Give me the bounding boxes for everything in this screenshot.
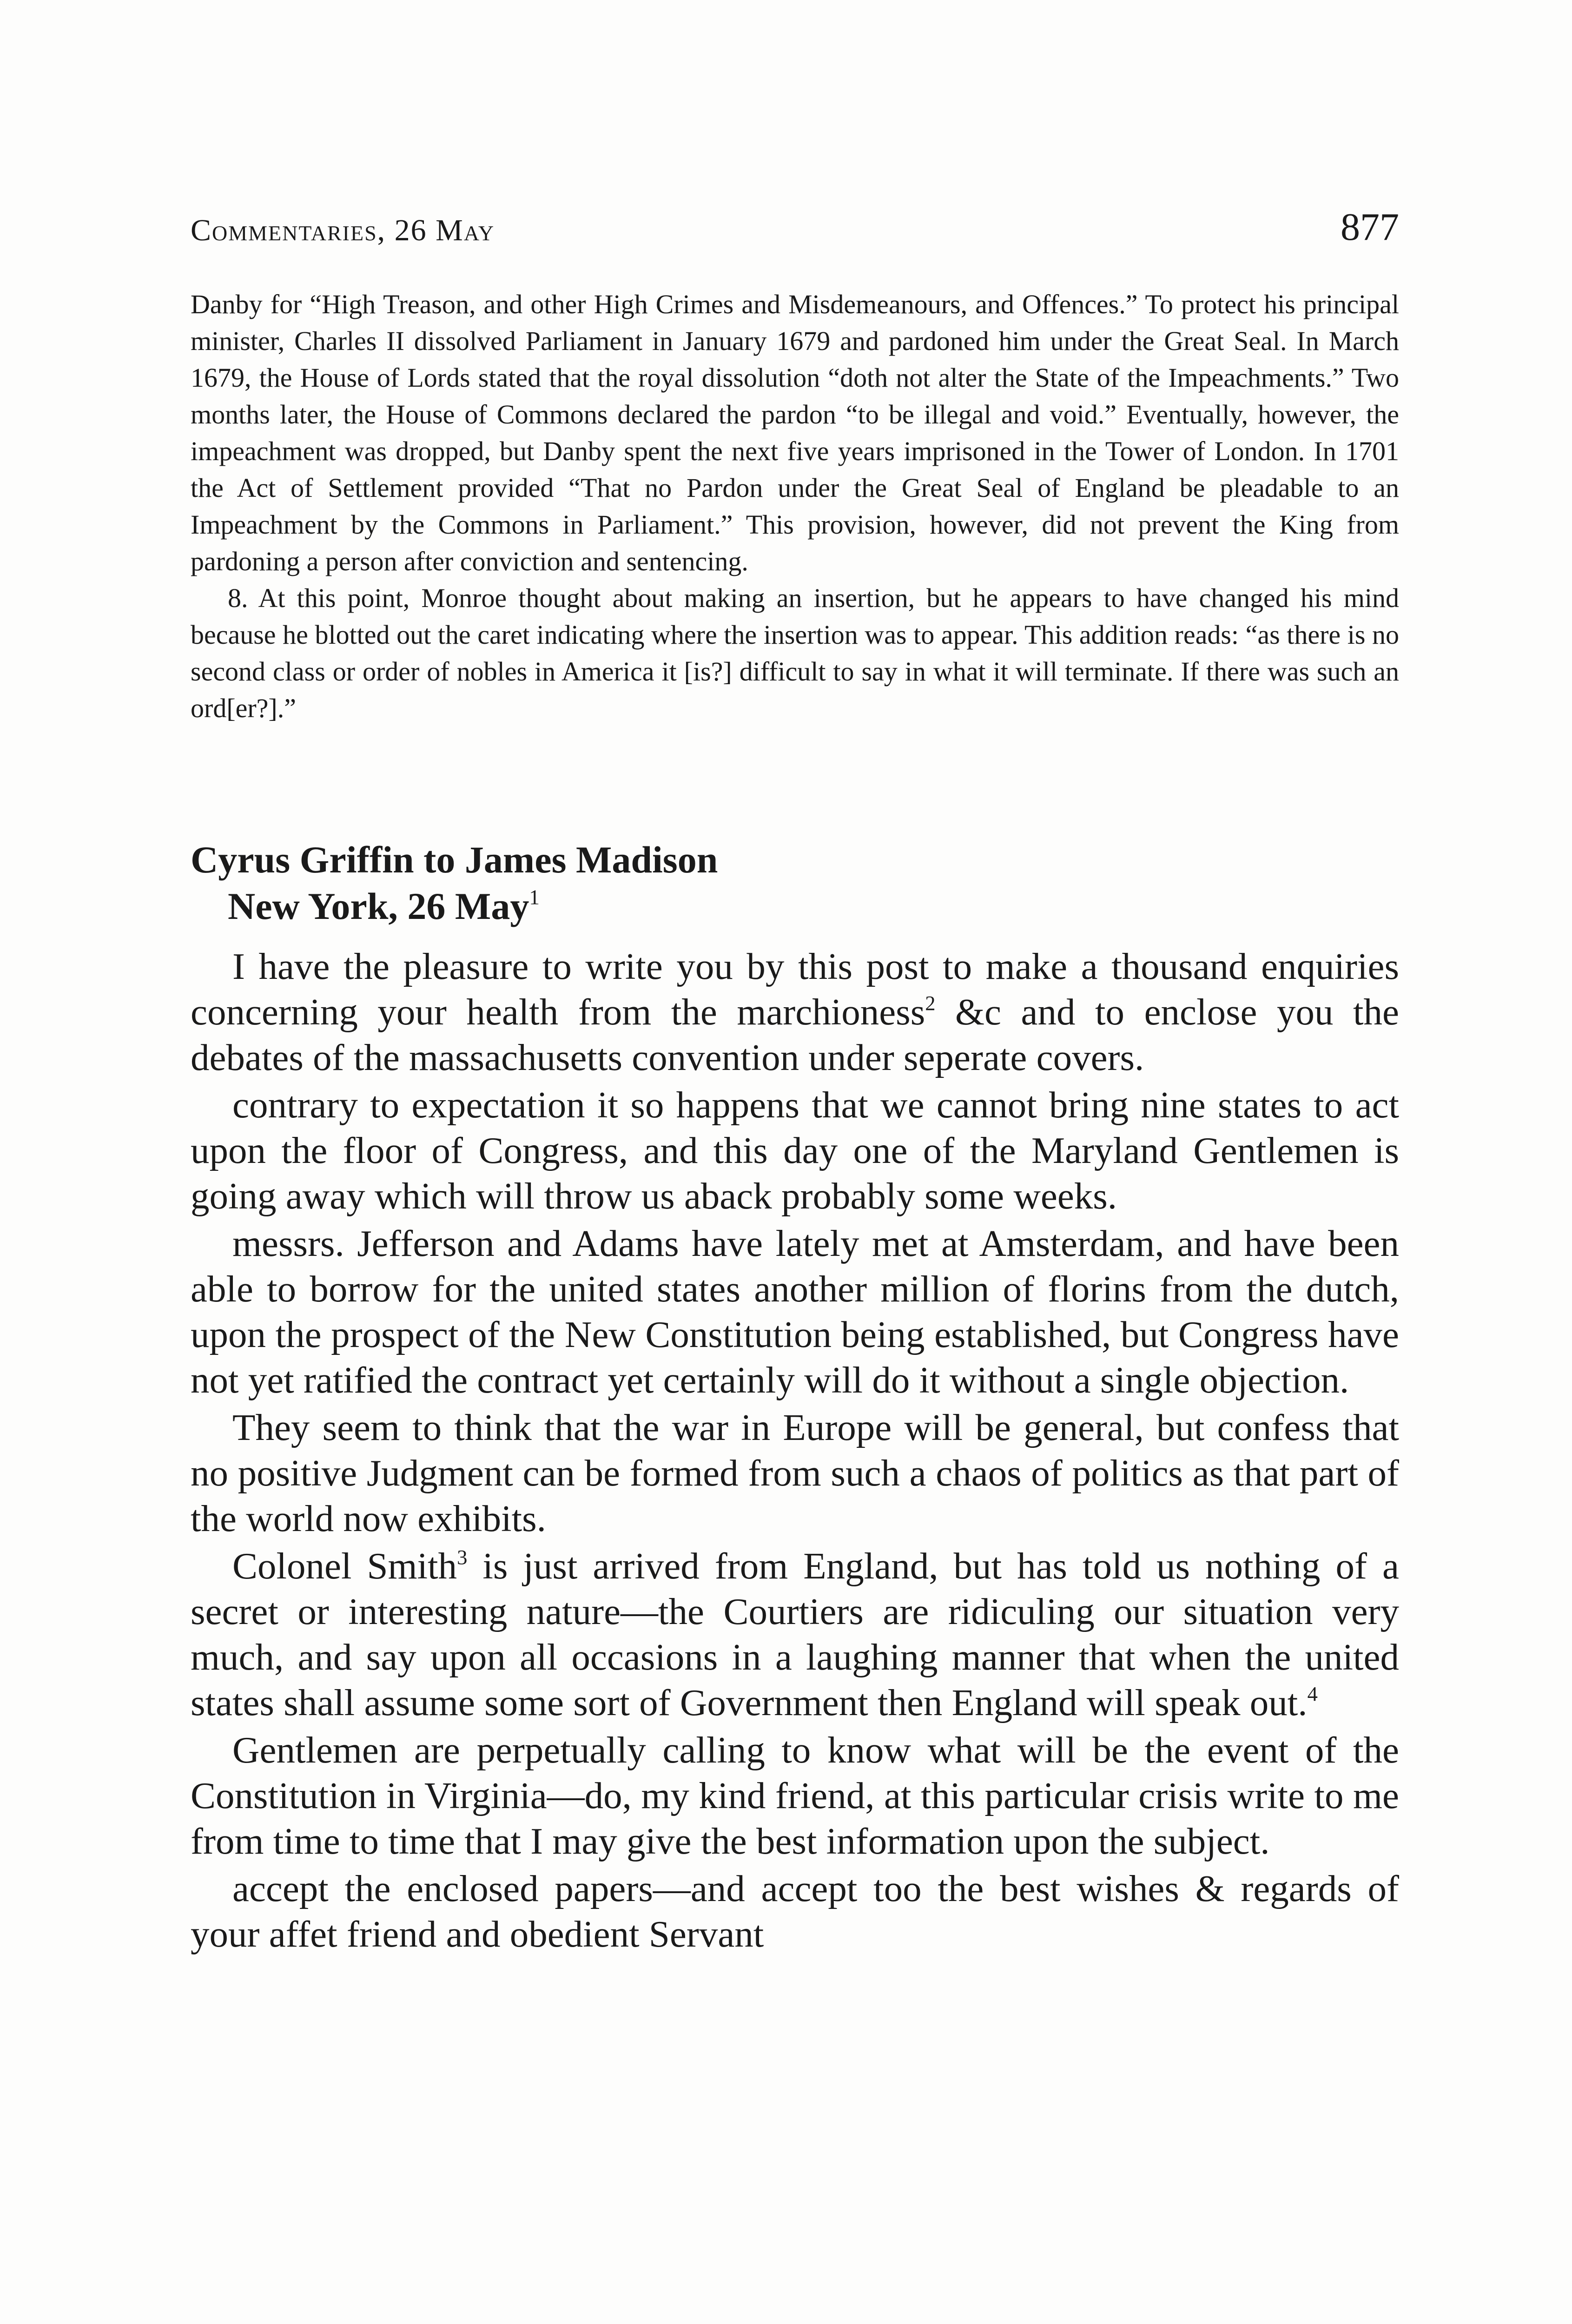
running-head <box>191 205 1399 251</box>
letter-paragraph-5 <box>191 1543 1399 1725</box>
letter-body <box>191 944 1399 1959</box>
letter-p5-text: Colonel Smith <box>232 1545 457 1587</box>
letter-p1-text-cont: &c and to enclose you the debates of the massachusetts convention under seperate covers. <box>191 991 1399 1078</box>
page-number: 877 <box>1341 205 1399 249</box>
letter-p5-text-cont: is just arrived from England, but has told us nothing of a secret or interesting nature—the Courtiers are ridiculing our situation very much, and say upon all occasions in a laughing manner that when the united states shall assume some sort of Government then England will speak out. <box>191 1545 1399 1723</box>
letter-paragraph-2: contrary to expectation it so happens that we cannot bring nine states to act upon the floor of Congress, and this day one of the Maryland Gentlemen is going away which will throw us aback probably some weeks. <box>191 1084 1399 1217</box>
running-title: Commentaries, 26 May <box>191 213 495 247</box>
letter-paragraph-4: They seem to think that the war in Europe will be general, but confess that no positive Judgment can be formed from such a chaos of politics as that part of the world now exhibits. <box>191 1406 1399 1539</box>
note-7-continuation: Danby for “High Treason, and other High Crimes and Misdemeanours, and Offences.” To protect his principal minister, Charles II dissolved Parliament in January 1679 and pardoned him under the Great Seal. In March 1679, the House of Lords stated that the royal dissolution “doth not alter the State of the Impeachments.” Two months later, the House of Commons declared the pardon “to be illegal and void.” Eventually, however, the impeachment was dropped, but Danby spent the next five years imprisoned in the Tower of London. In 1701 the Act of Settlement provided “That no Pardon under the Great Seal of England be pleadable to an Impeachment by the Commons in Parliament.” This provision, however, did not prevent the King from pardoning a person after conviction and sentencing. <box>191 289 1399 576</box>
letter-paragraph-1 <box>191 944 1399 1080</box>
letter-paragraph-6: Gentlemen are perpetually calling to know what will be the event of the Constitution in Virginia—do, my kind friend, at this particular crisis write to me from time to time that I may give the best information upon the subject. <box>191 1729 1399 1862</box>
letter-paragraph-3: messrs. Jefferson and Adams have lately met at Amsterdam, and have been able to borrow for the united states another million of florins from the dutch, upon the prospect of the New Constitution being established, but Congress have not yet ratified the contract yet certainly will do it without a single objection. <box>191 1222 1399 1401</box>
letter-heading <box>191 837 1399 930</box>
note-8: 8. At this point, Monroe thought about making an insertion, but he appears to have changed his mind because he blotted out the caret indicating where the insertion was to appear. This addition reads: “as there is no second class or order of nobles in America it [is?] difficult to say in what it will terminate. If there was such an ord[er?].” <box>191 583 1399 723</box>
letter-heading-dateline <box>191 883 1399 930</box>
dateline-text: New York, 26 May <box>228 885 529 927</box>
footnote-ref-3: 3 <box>457 1545 468 1569</box>
letter-heading-title: Cyrus Griffin to James Madison <box>191 838 718 881</box>
footnote-ref-1: 1 <box>529 885 540 909</box>
footnote-ref-4: 4 <box>1307 1682 1318 1705</box>
footnotes-continued <box>191 286 1399 726</box>
footnote-ref-2: 2 <box>925 991 936 1015</box>
letter-paragraph-7: accept the enclosed papers—and accept too the best wishes & regards of your affet friend and obedient Servant <box>191 1868 1399 1955</box>
letter-p1-text: I have the pleasure to write you by this post to make a thousand enquiries concerning your health from the marchioness <box>191 945 1399 1033</box>
